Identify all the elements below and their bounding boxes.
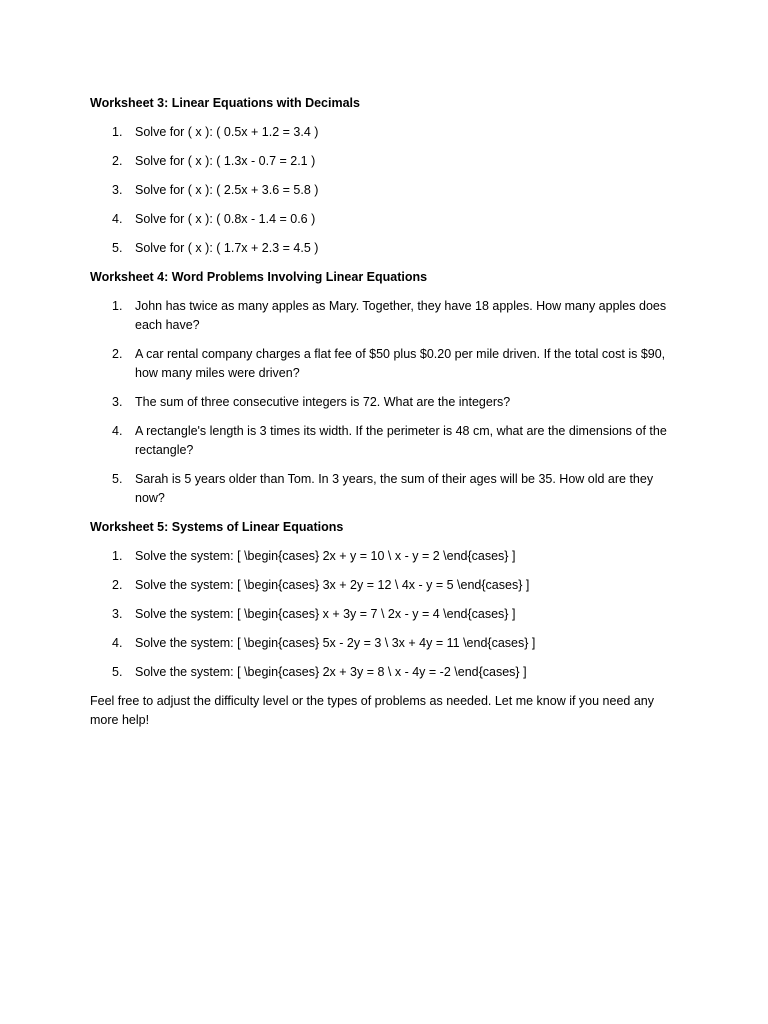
worksheet-3-heading: Worksheet 3: Linear Equations with Decimals bbox=[90, 96, 360, 110]
item-text: Solve the system: [ \begin{cases} 3x + 2y = 12 \ 4x - y = 5 \end{cases} ] bbox=[135, 578, 530, 592]
list-item bbox=[90, 210, 680, 229]
item-text: Solve for ( x ): ( 1.7x + 2.3 = 4.5 ) bbox=[135, 241, 319, 255]
worksheet-4-heading: Worksheet 4: Word Problems Involving Linear Equations bbox=[90, 270, 428, 284]
worksheet-3-section bbox=[90, 94, 680, 258]
list-item bbox=[90, 152, 680, 171]
list-item bbox=[90, 663, 680, 682]
item-number: 3. bbox=[112, 607, 123, 621]
list-item bbox=[90, 576, 680, 595]
item-number: 2. bbox=[112, 154, 123, 168]
item-number: 1. bbox=[112, 549, 123, 563]
item-number: 5. bbox=[112, 665, 123, 679]
worksheet-5-heading: Worksheet 5: Systems of Linear Equations bbox=[90, 520, 344, 534]
worksheet-3-list bbox=[90, 123, 680, 258]
list-item bbox=[90, 547, 680, 566]
item-text: Solve the system: [ \begin{cases} x + 3y = 7 \ 2x - y = 4 \end{cases} ] bbox=[135, 607, 516, 621]
item-text: Solve for ( x ): ( 0.5x + 1.2 = 3.4 ) bbox=[135, 125, 319, 139]
item-number: 1. bbox=[112, 299, 123, 313]
item-text: Solve for ( x ): ( 0.8x - 1.4 = 0.6 ) bbox=[135, 212, 316, 226]
item-text: A car rental company charges a flat fee of $50 plus $0.20 per mile driven. If the total cost is $90, how many miles were driven? bbox=[135, 347, 666, 380]
list-item bbox=[90, 470, 680, 508]
worksheet-4-section bbox=[90, 268, 680, 508]
item-text: The sum of three consecutive integers is 72. What are the integers? bbox=[135, 395, 511, 409]
worksheet-4-list bbox=[90, 297, 680, 508]
list-item bbox=[90, 239, 680, 258]
worksheet-5-list bbox=[90, 547, 680, 682]
list-item bbox=[90, 393, 680, 412]
item-number: 4. bbox=[112, 212, 123, 226]
list-item bbox=[90, 345, 680, 383]
item-text: Solve the system: [ \begin{cases} 2x + 3y = 8 \ x - 4y = -2 \end{cases} ] bbox=[135, 665, 527, 679]
item-text: Solve for ( x ): ( 1.3x - 0.7 = 2.1 ) bbox=[135, 154, 316, 168]
item-number: 4. bbox=[112, 636, 123, 650]
item-text: Sarah is 5 years older than Tom. In 3 years, the sum of their ages will be 35. How old are they now? bbox=[135, 472, 654, 505]
item-number: 2. bbox=[112, 347, 123, 361]
item-number: 4. bbox=[112, 424, 123, 438]
item-number: 5. bbox=[112, 241, 123, 255]
item-number: 5. bbox=[112, 472, 123, 486]
list-item bbox=[90, 422, 680, 460]
item-number: 3. bbox=[112, 395, 123, 409]
item-text: John has twice as many apples as Mary. Together, they have 18 apples. How many apples does each have? bbox=[135, 299, 667, 332]
item-number: 3. bbox=[112, 183, 123, 197]
list-item bbox=[90, 297, 680, 335]
item-text: A rectangle's length is 3 times its width. If the perimeter is 48 cm, what are the dimensions of the rectangle? bbox=[135, 424, 667, 457]
list-item bbox=[90, 634, 680, 653]
item-text: Solve the system: [ \begin{cases} 2x + y = 10 \ x - y = 2 \end{cases} ] bbox=[135, 549, 516, 563]
list-item bbox=[90, 123, 680, 142]
list-item bbox=[90, 605, 680, 624]
item-number: 1. bbox=[112, 125, 123, 139]
item-text: Solve the system: [ \begin{cases} 5x - 2y = 3 \ 3x + 4y = 11 \end{cases} ] bbox=[135, 636, 536, 650]
item-text: Solve for ( x ): ( 2.5x + 3.6 = 5.8 ) bbox=[135, 183, 319, 197]
item-number: 2. bbox=[112, 578, 123, 592]
list-item bbox=[90, 181, 680, 200]
closing-paragraph: Feel free to adjust the difficulty level or the types of problems as needed. Let me know if you need any more help! bbox=[90, 694, 654, 727]
worksheet-5-section bbox=[90, 518, 680, 682]
document-page bbox=[90, 94, 680, 730]
